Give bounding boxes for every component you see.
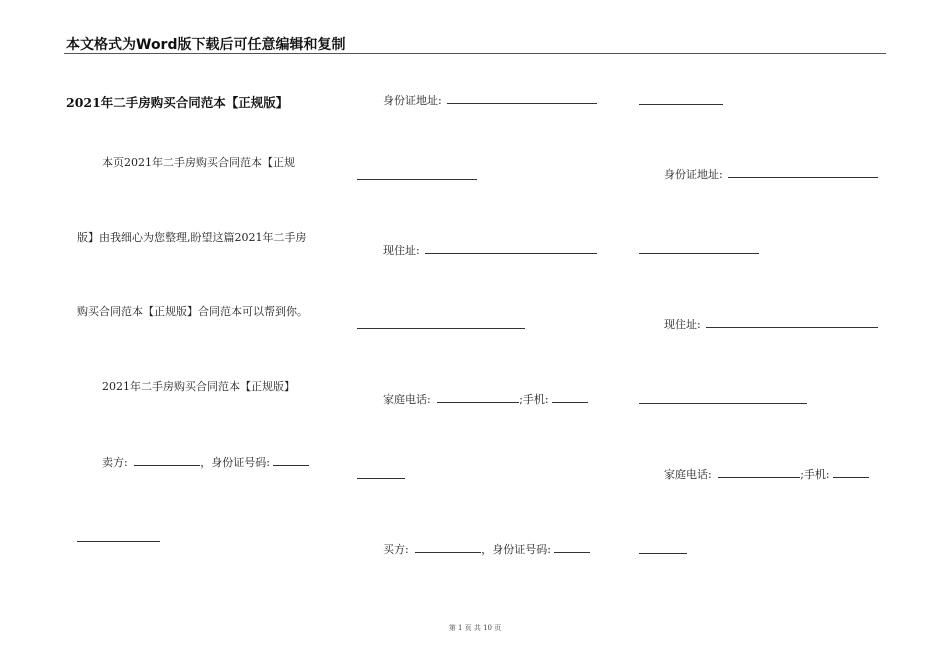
buyer-id-number-blank-continued <box>639 553 687 554</box>
home-phone-blank-2 <box>718 468 800 478</box>
phone-row-2 <box>664 468 869 481</box>
buyer-label: 买方: <box>383 543 409 556</box>
home-phone-label-2: 家庭电话: <box>664 468 712 481</box>
id-address-blank-continued-3 <box>639 253 759 254</box>
current-address-blank-continued <box>357 328 525 329</box>
id-address-label: 身份证地址: <box>383 94 442 107</box>
contract-title: 2021年二手房购买合同范本【正规版】 <box>66 95 289 110</box>
page-number: 第 1 页 共 10 页 <box>448 624 502 632</box>
id-address-label-2: 身份证地址: <box>664 168 723 181</box>
current-address-blank-continued-2 <box>639 403 807 404</box>
seller-id-number-blank <box>273 456 309 466</box>
intro-line-2: 版】由我细心为您整理,盼望这篇2021年二手房 <box>77 231 307 244</box>
contract-subtitle: 2021年二手房购买合同范本【正规版】 <box>102 380 295 393</box>
current-address-row-1 <box>383 244 597 257</box>
current-address-label: 现住址: <box>383 244 420 257</box>
seller-name-blank <box>134 456 200 466</box>
mobile-blank <box>552 393 588 403</box>
id-address-blank-2 <box>728 168 878 178</box>
intro-line-3: 购买合同范本【正规版】合同范本可以帮到你。 <box>77 305 308 318</box>
current-address-label-2: 现住址: <box>664 318 701 331</box>
home-phone-blank <box>437 393 519 403</box>
document-header-title: 本文格式为Word版下载后可任意编辑和复制 <box>66 37 346 53</box>
mobile-label-2: ;手机: <box>800 468 830 481</box>
header-divider <box>64 53 886 54</box>
seller-field-row <box>102 456 309 469</box>
seller-label: 卖方: <box>102 456 128 469</box>
buyer-id-number-blank <box>554 543 590 553</box>
current-address-row-2 <box>664 318 878 331</box>
seller-id-number-label: ，身份证号码: <box>200 456 270 469</box>
mobile-blank-continued <box>357 478 405 479</box>
current-address-blank <box>425 244 597 254</box>
phone-row-1 <box>383 393 588 406</box>
current-address-blank-2 <box>706 318 878 328</box>
buyer-id-number-label: ，身份证号码: <box>481 543 551 556</box>
id-address-blank-continued <box>357 179 477 180</box>
intro-line-1: 本页2021年二手房购买合同范本【正规 <box>102 156 295 169</box>
mobile-label: ;手机: <box>519 393 549 406</box>
buyer-field-row <box>383 543 590 556</box>
id-address-blank-continued-2 <box>639 104 723 105</box>
id-address-blank <box>447 94 597 104</box>
mobile-blank-2 <box>833 468 869 478</box>
seller-id-number-blank-continued <box>77 541 160 542</box>
id-address-row-2 <box>664 168 878 181</box>
id-address-row-1 <box>383 94 597 107</box>
home-phone-label: 家庭电话: <box>383 393 431 406</box>
buyer-name-blank <box>415 543 481 553</box>
